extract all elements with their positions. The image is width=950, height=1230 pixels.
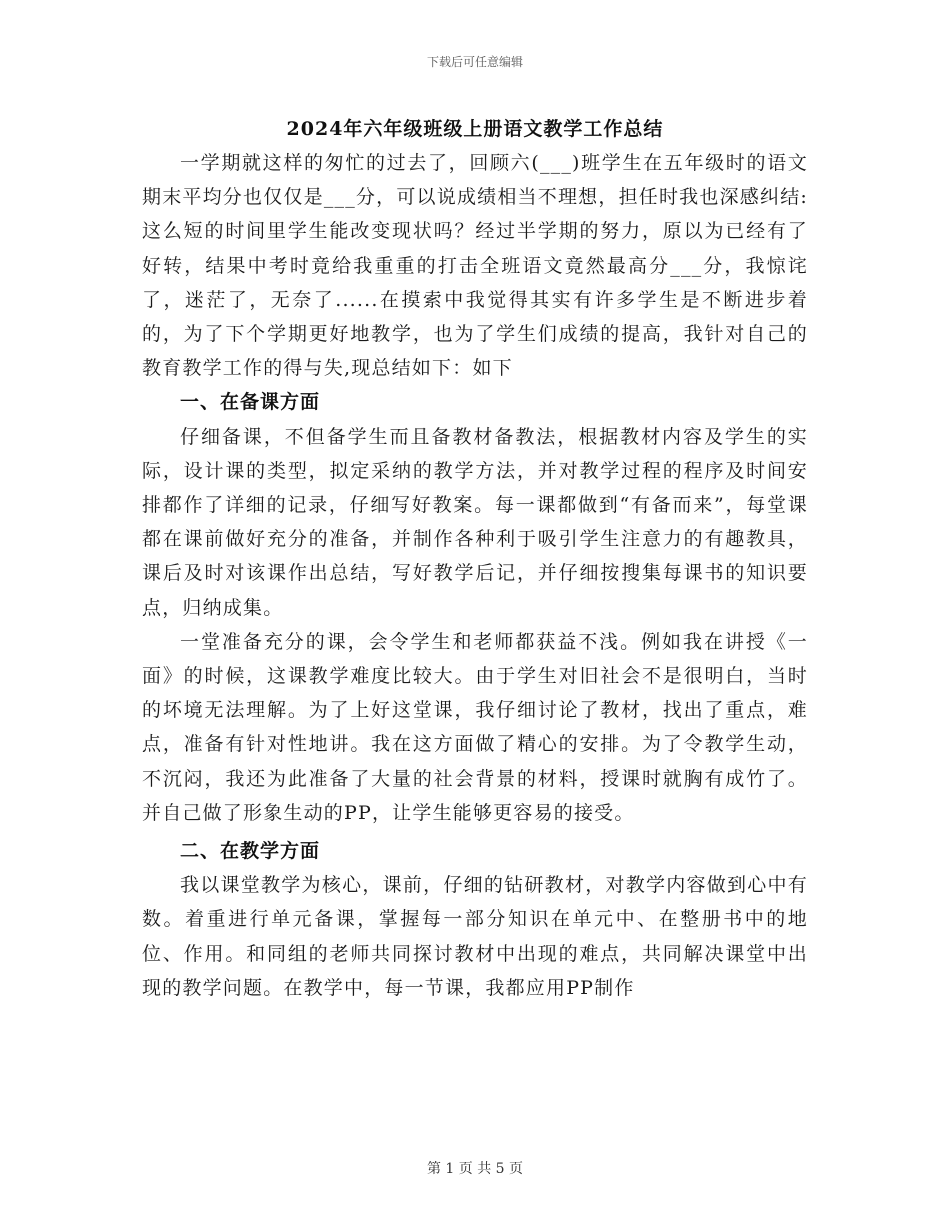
document-body — [142, 112, 808, 1005]
teaching-paragraph-1: 我以课堂教学为核心，课前，仔细的钻研教材，对教学内容做到心中有数。着重进行单元备课，掌握每一部分知识在单元中、在整册书中的地位、作用。和同组的老师共同探讨教材中出现的难点，共同解决课堂中出现的教学问题。在教学中，每一节课，我都应用PP制作 — [142, 874, 808, 999]
page-header-note: 下载后可任意编辑 — [426, 55, 523, 69]
page-number: 第 1 页 共 5 页 — [426, 1161, 524, 1177]
section-heading-teaching: 二、在教学方面 — [180, 840, 321, 863]
lesson-prep-paragraph-1: 仔细备课，不但备学生而且备教材备教法，根据教材内容及学生的实际，设计课的类型，拟定采纳的教学方法，并对教学过程的程序及时间安排都作了详细的记录，仔细写好教案。每一课都做到“有备而来”，每堂课都在课前做好充分的准备，并制作各种利于吸引学生注意力的有趣教具，课后及时对该课作出总结，写好教学后记，并仔细按搜集每课书的知识要点，归纳成集。 — [142, 425, 808, 619]
document-title: 2024年六年级班级上册语文教学工作总结 — [286, 118, 664, 140]
intro-paragraph: 一学期就这样的匆忙的过去了，回顾六(___)班学生在五年级时的语文期末平均分也仅仅是___分，可以说成绩相当不理想，担任时我也深感纠结:这么短的时间里学生能改变现状吗？经过半学期的努力，原以为已经有了好转，结果中考时竟给我重重的打击全班语文竟然最高分___分，我惊诧了，迷茫了，无奈了......在摸索中我觉得其实有许多学生是不断进步着的，为了下个学期更好地教学，也为了学生们成绩的提高，我针对自己的教育教学工作的得与失,现总结如下：如下 — [142, 152, 808, 380]
lesson-prep-paragraph-2: 一堂准备充分的课，会令学生和老师都获益不浅。例如我在讲授《一面》的时候，这课教学难度比较大。由于学生对旧社会不是很明白，当时的坏境无法理解。为了上好这堂课，我仔细讨论了教材，找出了重点，难点，准备有针对性地讲。我在这方面做了精心的安排。为了令教学生动，不沉闷，我还为此准备了大量的社会背景的材料，授课时就胸有成竹了。并自己做了形象生动的PP，让学生能够更容易的接受。 — [142, 630, 808, 824]
section-heading-lesson-prep: 一、在备课方面 — [180, 391, 321, 414]
